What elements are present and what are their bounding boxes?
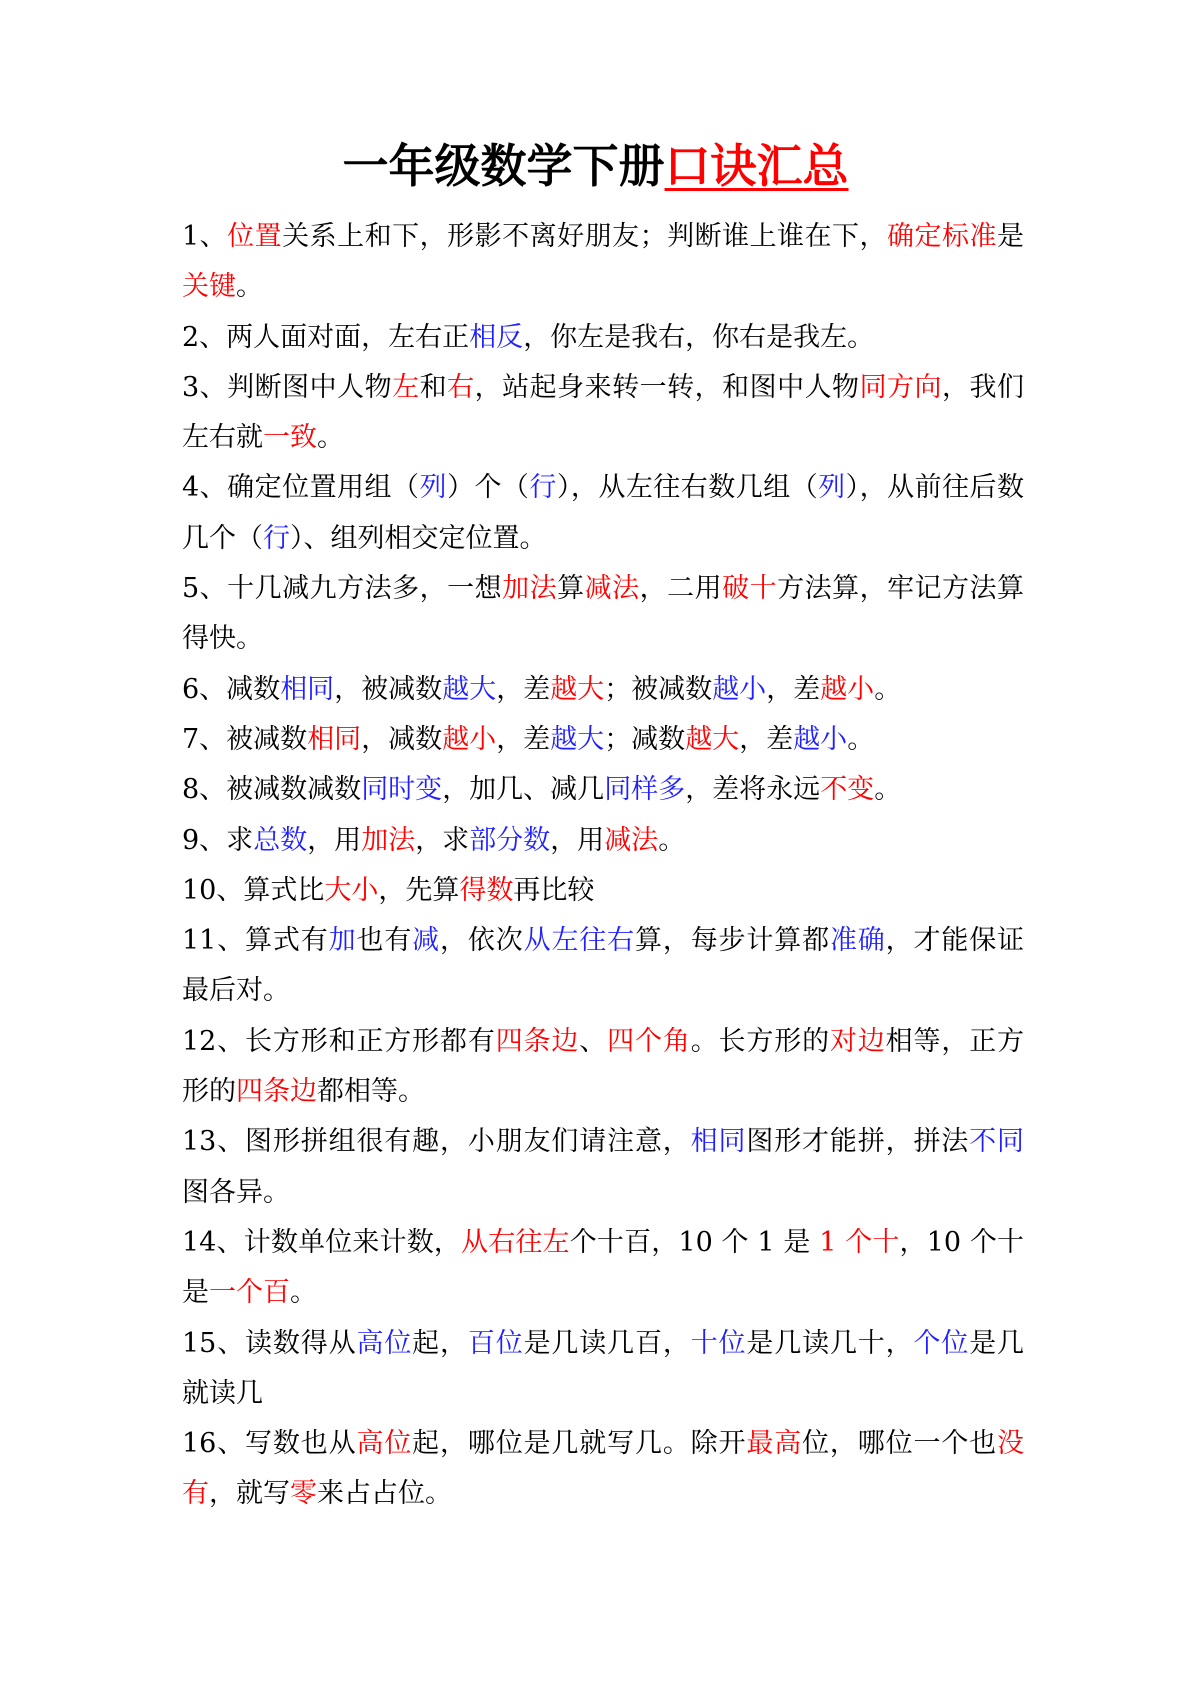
text-segment: 1、 xyxy=(182,221,228,252)
rhyme-item xyxy=(182,816,1024,866)
highlight-red: 关键 xyxy=(182,271,236,303)
text-segment: 起， xyxy=(412,1327,468,1359)
highlight-red: 1 个十 xyxy=(819,1226,900,1258)
text-segment: 。 xyxy=(236,271,263,303)
highlight-blue: 十位 xyxy=(690,1327,747,1359)
text-segment: 来占占位。 xyxy=(317,1478,452,1510)
text-segment: 是几读几百， xyxy=(523,1327,691,1359)
rhyme-item xyxy=(182,866,1024,916)
highlight-red: 越小 xyxy=(820,673,875,705)
text-segment: ，依次 xyxy=(440,925,524,957)
text-segment: 算 xyxy=(557,573,585,605)
text-segment: ，才能保证最后对。 xyxy=(182,925,1025,1007)
text-segment: 是 xyxy=(997,221,1025,252)
text-segment: 11、算式有 xyxy=(182,925,329,957)
highlight-red: 一个百 xyxy=(209,1277,290,1309)
text-segment: 方法算，牢记方法算得快。 xyxy=(182,573,1025,655)
rhyme-item xyxy=(182,1419,1024,1520)
text-segment: 4、确定位置用组（ xyxy=(182,472,420,504)
highlight-red: 从右往左 xyxy=(461,1226,570,1258)
text-segment: 。 xyxy=(874,774,902,806)
text-segment: ，差 xyxy=(496,723,551,755)
text-segment: ，被减数 xyxy=(334,673,443,705)
highlight-red: 确定标准 xyxy=(887,221,998,252)
highlight-blue: 行 xyxy=(263,522,290,554)
title-highlight: 口诀汇总 xyxy=(664,139,849,193)
highlight-red: 四个角 xyxy=(607,1025,691,1057)
text-segment: ），从左往右数几组（ xyxy=(556,472,819,504)
rhyme-item xyxy=(182,564,1024,665)
text-segment: 位，哪位一个也 xyxy=(802,1428,998,1460)
text-segment: 再比较 xyxy=(513,874,595,906)
text-segment: ，站起身来转一转，和图中人物 xyxy=(474,371,860,403)
text-segment: ；被减数 xyxy=(604,673,713,705)
title-main: 一年级数学下册 xyxy=(342,139,665,193)
text-segment: 7、被减数 xyxy=(182,723,308,755)
text-segment: ；减数 xyxy=(604,723,686,755)
highlight-blue: 从左往右 xyxy=(523,925,635,957)
highlight-red: 越大 xyxy=(550,673,605,705)
highlight-red: 同方向 xyxy=(859,371,943,403)
highlight-blue: 列 xyxy=(818,472,846,504)
text-segment: ，差 xyxy=(766,673,821,705)
highlight-blue: 越小 xyxy=(793,723,848,755)
text-segment: 8、被减数减数 xyxy=(182,774,362,806)
highlight-red: 高位 xyxy=(356,1428,413,1460)
text-segment: ，10 个十是 xyxy=(182,1226,1024,1309)
highlight-red: 相同 xyxy=(307,723,362,755)
highlight-red: 最高 xyxy=(746,1428,803,1460)
highlight-red: 左 xyxy=(392,371,420,403)
text-segment: 5、十几减九方法多，一想 xyxy=(182,573,503,605)
highlight-red: 破十 xyxy=(722,573,778,605)
text-segment: 起，哪位是几就写几。除开 xyxy=(412,1428,747,1460)
highlight-blue: 同时变 xyxy=(361,774,443,806)
highlight-blue: 相同 xyxy=(690,1126,747,1158)
text-segment: ），从前往后数几个（ xyxy=(182,472,1025,554)
highlight-blue: 相同 xyxy=(280,673,335,705)
rhyme-item xyxy=(182,765,1024,815)
highlight-red: 加法 xyxy=(502,573,558,605)
text-segment: 。 xyxy=(317,422,344,454)
text-segment: 14、计数单位来计数， xyxy=(182,1226,462,1258)
highlight-blue: 行 xyxy=(529,472,557,504)
highlight-blue: 准确 xyxy=(829,925,886,957)
text-segment: 9、求 xyxy=(182,824,254,856)
rhyme-item xyxy=(182,1319,1024,1420)
text-segment: ，就写 xyxy=(209,1478,290,1510)
text-segment: 、 xyxy=(579,1025,608,1057)
highlight-red: 一致 xyxy=(263,422,317,454)
highlight-red: 零 xyxy=(290,1478,317,1510)
text-segment: ，二用 xyxy=(639,573,723,605)
highlight-red: 四条边 xyxy=(495,1025,580,1057)
text-segment: 13、图形拼组很有趣，小朋友们请注意， xyxy=(182,1126,691,1158)
rhyme-item xyxy=(182,363,1024,464)
text-segment: ，差将永远 xyxy=(685,774,821,806)
text-segment: 相等，正方形的 xyxy=(182,1025,1025,1108)
text-segment: ，你左是我右，你右是我左。 xyxy=(523,321,875,353)
text-segment: 也有 xyxy=(356,925,413,957)
text-segment: 算，每步计算都 xyxy=(635,925,830,957)
text-segment: ，先算 xyxy=(378,874,460,906)
text-segment: 。长方形的 xyxy=(690,1025,830,1057)
text-segment: 6、减数 xyxy=(182,673,281,705)
highlight-red: 得数 xyxy=(459,874,514,906)
text-segment: 。 xyxy=(290,1277,317,1309)
highlight-red: 右 xyxy=(447,371,475,403)
rhyme-item xyxy=(182,212,1024,313)
rhyme-item xyxy=(182,1117,1024,1218)
text-segment: ，我们左右就 xyxy=(182,371,1025,454)
text-segment: ，减数 xyxy=(361,723,443,755)
rhyme-item xyxy=(182,1218,1024,1319)
highlight-blue: 减 xyxy=(412,925,441,957)
highlight-red: 越小 xyxy=(442,723,497,755)
highlight-blue: 高位 xyxy=(356,1327,413,1359)
text-segment: ，用 xyxy=(550,824,605,856)
highlight-blue: 部分数 xyxy=(469,824,551,856)
highlight-red: 越大 xyxy=(685,723,740,755)
highlight-blue: 个位 xyxy=(913,1327,970,1359)
text-segment: 。 xyxy=(658,824,686,856)
highlight-blue: 越小 xyxy=(712,673,767,705)
text-segment: ，差 xyxy=(496,673,551,705)
text-segment: 是几就读几 xyxy=(182,1327,1025,1409)
highlight-red: 减法 xyxy=(584,573,640,605)
text-segment: 个十百，10 个 1 是 xyxy=(569,1226,820,1258)
text-segment: ）、组列相交定位置。 xyxy=(290,522,547,554)
text-segment: 图形才能拼，拼法 xyxy=(746,1126,970,1158)
text-segment: ，求 xyxy=(415,824,470,856)
text-segment: 12、长方形和正方形都有 xyxy=(182,1025,496,1057)
text-segment: 。 xyxy=(874,673,902,705)
text-segment: 都相等。 xyxy=(317,1076,425,1108)
rhyme-list xyxy=(182,212,1024,1520)
rhyme-item xyxy=(182,916,1024,1017)
text-segment: 图各异。 xyxy=(182,1176,290,1208)
highlight-blue: 百位 xyxy=(467,1327,524,1359)
highlight-red: 大小 xyxy=(324,874,379,906)
highlight-red: 没有 xyxy=(182,1428,1025,1510)
rhyme-item xyxy=(182,463,1024,564)
highlight-red: 减法 xyxy=(604,824,659,856)
text-segment: 15、读数得从 xyxy=(182,1327,357,1359)
highlight-red: 四条边 xyxy=(236,1076,317,1108)
highlight-blue: 越大 xyxy=(442,673,497,705)
highlight-red: 对边 xyxy=(829,1025,886,1057)
rhyme-item xyxy=(182,715,1024,765)
text-segment: 16、写数也从 xyxy=(182,1428,357,1460)
rhyme-item xyxy=(182,313,1024,363)
highlight-red: 加法 xyxy=(361,824,416,856)
text-segment: 关系上和下，形影不离好朋友；判断谁上谁在下， xyxy=(282,221,888,252)
highlight-blue: 不同 xyxy=(969,1126,1025,1158)
highlight-red: 位置 xyxy=(227,221,283,252)
text-segment: 和 xyxy=(419,371,448,403)
highlight-blue: 越大 xyxy=(550,723,605,755)
page-title xyxy=(0,138,1191,194)
highlight-blue: 总数 xyxy=(253,824,308,856)
highlight-blue: 同样多 xyxy=(604,774,686,806)
highlight-blue: 列 xyxy=(419,472,447,504)
text-segment: 是几读几十， xyxy=(746,1327,914,1359)
text-segment: 2、两人面对面，左右正 xyxy=(182,321,470,353)
text-segment: ，加几、减几 xyxy=(442,774,605,806)
text-segment: ，差 xyxy=(739,723,794,755)
highlight-red: 不变 xyxy=(820,774,875,806)
text-segment: 10、算式比 xyxy=(182,874,325,906)
text-segment: ，用 xyxy=(307,824,362,856)
rhyme-item xyxy=(182,1017,1024,1118)
text-segment: 。 xyxy=(847,723,875,755)
highlight-blue: 加 xyxy=(328,925,357,957)
text-segment: 3、判断图中人物 xyxy=(182,371,393,403)
text-segment: ）个（ xyxy=(446,472,530,504)
highlight-blue: 相反 xyxy=(469,321,524,353)
rhyme-item xyxy=(182,665,1024,715)
